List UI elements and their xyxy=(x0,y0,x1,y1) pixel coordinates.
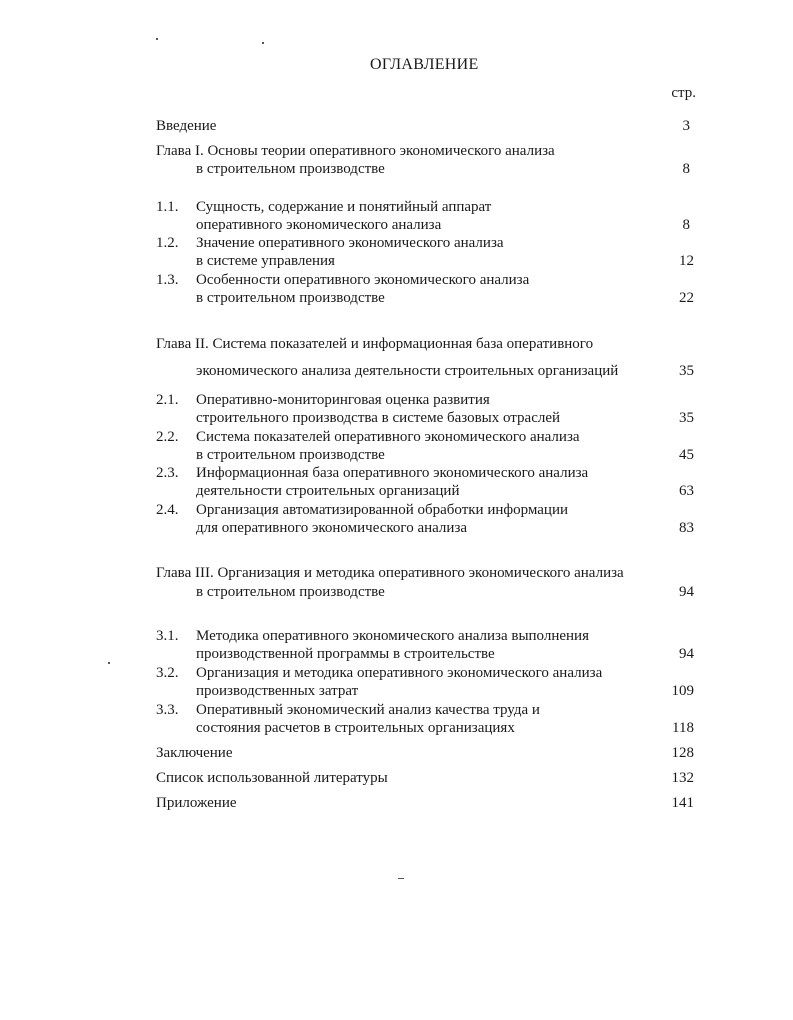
page-title: ОГЛАВЛЕНИЕ xyxy=(370,56,479,73)
toc-references: Список использованной литературы xyxy=(156,770,388,786)
toc-section-line2: состояния расчетов в строительных организациях xyxy=(196,720,515,736)
toc-section-line1: Организация автоматизированной обработки информации xyxy=(196,502,569,518)
toc-conclusion: Заключение xyxy=(156,745,233,761)
toc-section-line2: строительного производства в системе базовых отраслей xyxy=(196,410,561,426)
toc-section-line2: деятельности строительных организаций xyxy=(196,483,460,499)
toc-section-line1: Информационная база оперативного экономического анализа xyxy=(196,465,589,481)
toc-section-page: 109 xyxy=(671,683,694,699)
toc-appendix-page: 141 xyxy=(671,795,694,811)
toc-section-page: 45 xyxy=(679,447,694,463)
toc-section-page: 22 xyxy=(679,290,694,306)
toc-section-line2: для оперативного экономического анализа xyxy=(196,520,468,536)
scan-speck xyxy=(108,662,110,664)
toc-section-line1: Оперативный экономический анализ качества труда и xyxy=(196,702,540,718)
toc-chapter2-line1: Глава II. Система показателей и информационная база оперативного xyxy=(156,336,594,352)
toc-chapter2-page: 35 xyxy=(679,363,694,379)
toc-chapter3-page: 94 xyxy=(679,584,694,600)
toc-section-page: 8 xyxy=(682,217,690,233)
toc-section-line1: Оперативно-мониторинговая оценка развития xyxy=(196,392,490,408)
toc-section-line1: Значение оперативного экономического анализа xyxy=(196,235,504,251)
toc-section-page: 12 xyxy=(679,253,694,269)
toc-references-page: 132 xyxy=(671,770,694,786)
toc-intro-page: 3 xyxy=(682,118,690,134)
scan-speck xyxy=(262,42,264,44)
toc-section-page: 94 xyxy=(679,646,694,662)
toc-section-page: 63 xyxy=(679,483,694,499)
toc-appendix: Приложение xyxy=(156,795,237,811)
toc-section-num: 1.1. xyxy=(156,199,179,215)
toc-section-num: 3.2. xyxy=(156,665,179,681)
toc-section-num: 2.1. xyxy=(156,392,179,408)
toc-section-num: 2.3. xyxy=(156,465,179,481)
toc-section-line2: производственной программы в строительстве xyxy=(196,646,495,662)
toc-section-num: 1.2. xyxy=(156,235,179,251)
toc-section-line2: оперативного экономического анализа xyxy=(196,217,442,233)
page-column-label: стр. xyxy=(671,85,696,101)
toc-section-line1: Особенности оперативного экономического анализа xyxy=(196,272,530,288)
toc-section-page: 83 xyxy=(679,520,694,536)
toc-section-line2: в строительном производстве xyxy=(196,447,385,463)
toc-section-line1: Сущность, содержание и понятийный аппарат xyxy=(196,199,492,215)
toc-chapter3-line1: Глава III. Организация и методика оперативного экономического анализа xyxy=(156,565,624,581)
toc-section-line2: производственных затрат xyxy=(196,683,359,699)
toc-section-line2: в системе управления xyxy=(196,253,335,269)
toc-intro: Введение xyxy=(156,118,217,134)
toc-chapter1-page: 8 xyxy=(682,161,690,177)
toc-chapter2-line2: экономического анализа деятельности строительных организаций xyxy=(196,363,619,379)
toc-chapter1-line1: Глава I. Основы теории оперативного экономического анализа xyxy=(156,143,555,159)
toc-section-num: 3.1. xyxy=(156,628,179,644)
toc-section-line2: в строительном производстве xyxy=(196,290,385,306)
toc-section-line1: Методика оперативного экономического анализа выполнения xyxy=(196,628,589,644)
toc-chapter1-line2: в строительном производстве xyxy=(196,161,385,177)
toc-section-num: 1.3. xyxy=(156,272,179,288)
scan-speck xyxy=(156,38,158,40)
toc-section-line1: Организация и методика оперативного экономического анализа xyxy=(196,665,603,681)
toc-section-page: 118 xyxy=(672,720,694,736)
toc-section-num: 3.3. xyxy=(156,702,179,718)
scan-speck xyxy=(398,878,404,879)
toc-section-line1: Система показателей оперативного экономического анализа xyxy=(196,429,580,445)
toc-conclusion-page: 128 xyxy=(671,745,694,761)
toc-section-num: 2.2. xyxy=(156,429,179,445)
toc-section-page: 35 xyxy=(679,410,694,426)
toc-section-num: 2.4. xyxy=(156,502,179,518)
toc-chapter3-line2: в строительном производстве xyxy=(196,584,385,600)
